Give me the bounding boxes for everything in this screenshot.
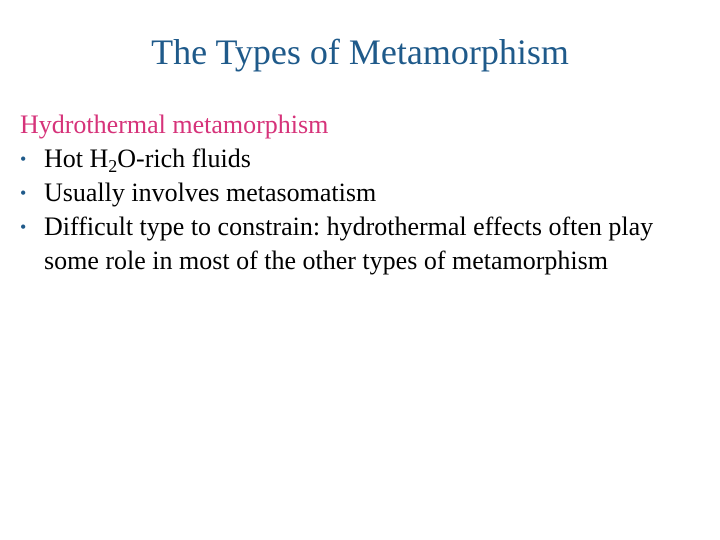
bullet-item-metasomatism <box>20 176 700 210</box>
bullet-text-suffix: O-rich fluids <box>117 144 251 173</box>
bullet-list <box>20 142 700 278</box>
bullet-dot-icon: • <box>20 149 27 169</box>
bullet-dot-icon: • <box>20 183 27 203</box>
bullet-text-subscript: 2 <box>108 156 118 176</box>
slide-title: The Types of Metamorphism <box>151 32 569 72</box>
section-subheading: Hydrothermal metamorphism <box>20 110 329 139</box>
slide-content <box>20 108 700 278</box>
bullet-item-difficult-type <box>20 210 700 278</box>
bullet-item-hot-fluids <box>20 142 700 176</box>
bullet-text: Usually involves metasomatism <box>44 178 377 207</box>
bullet-text-prefix: Hot H <box>44 144 109 173</box>
bullet-text: Difficult type to constrain: hydrothermal effects often play some role in most of the other types of metamorphism <box>44 212 654 275</box>
bullet-dot-icon: • <box>20 217 27 237</box>
